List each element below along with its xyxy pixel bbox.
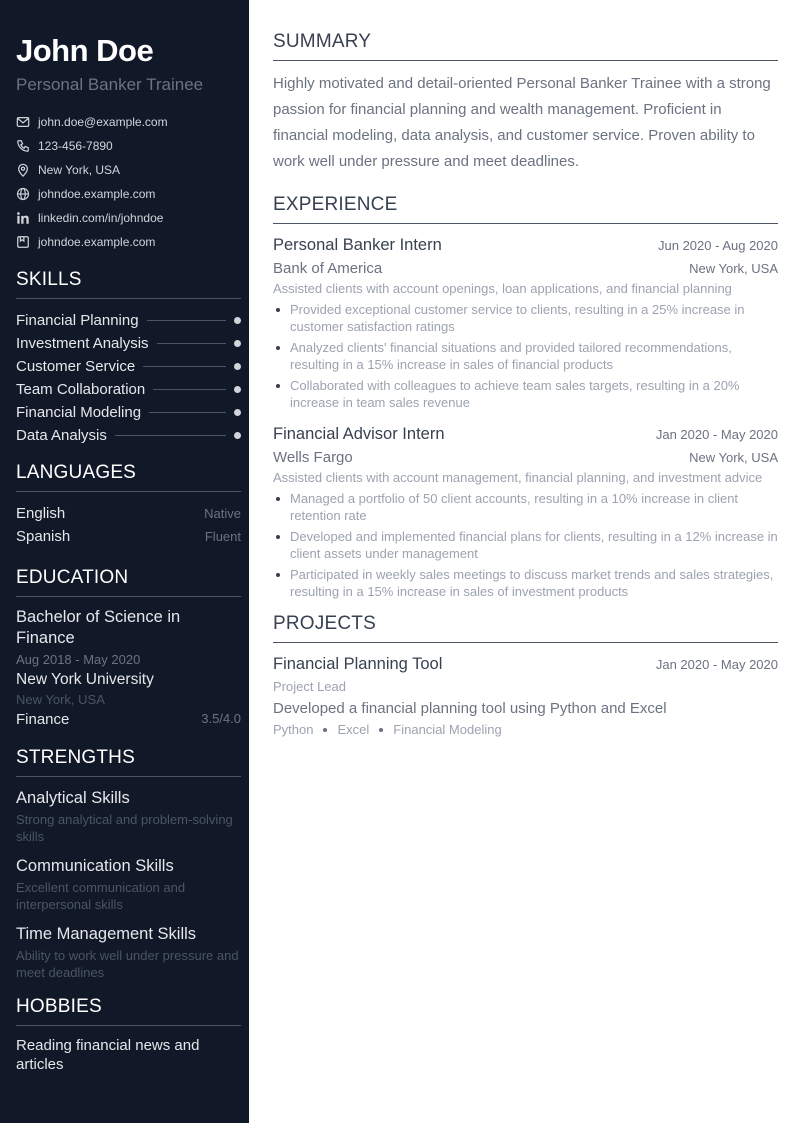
project-tag: Financial Modeling (393, 722, 502, 737)
projects-heading: PROJECTS (273, 612, 778, 643)
job-title: Financial Advisor Intern (273, 425, 445, 443)
job-entry (273, 423, 778, 600)
job-location: New York, USA (689, 450, 778, 465)
strength-title: Communication Skills (16, 857, 174, 875)
education-field-row (16, 711, 241, 728)
project-entry (273, 653, 778, 737)
main-content (249, 0, 794, 1123)
skill-line (157, 343, 226, 344)
strength-item (16, 855, 241, 913)
job-description: Assisted clients with account management, financial planning, and investment advice (273, 470, 763, 485)
education-gpa: 3.5/4.0 (201, 711, 241, 726)
skill-line (143, 366, 226, 367)
job-title: Personal Banker Intern (273, 236, 442, 254)
job-company: Bank of America (273, 260, 383, 277)
project-role: Project Lead (273, 679, 346, 694)
sidebar (0, 0, 249, 1123)
skill-dot (234, 363, 241, 370)
job-bullet: Participated in weekly sales meetings to discuss market trends and sales strategies, resulting in a 15% increase in sales of investment products (273, 566, 778, 600)
skill-name: Data Analysis (16, 427, 107, 444)
skill-name: Customer Service (16, 358, 136, 375)
job-bullet: Collaborated with colleagues to achieve team sales targets, resulting in a 20% increase in team sales revenue (273, 377, 778, 411)
job-bullet: Provided exceptional customer service to clients, resulting in a 25% increase in customer satisfaction ratings (273, 301, 778, 335)
project-title: Financial Planning Tool (273, 655, 443, 673)
skill-dot (234, 317, 241, 324)
education-location: New York, USA (16, 692, 105, 707)
job-bullets (273, 490, 778, 600)
language-name: English (16, 505, 66, 522)
contact-linkedin[interactable] (16, 206, 241, 230)
phone-icon (16, 139, 30, 153)
languages-section (16, 461, 241, 548)
contact-portfolio[interactable] (16, 230, 241, 254)
job-bullet: Managed a portfolio of 50 client accounts, resulting in a 10% increase in client retention rate (273, 490, 778, 524)
linkedin-icon (16, 211, 30, 225)
education-heading: EDUCATION (16, 566, 241, 597)
contact-text: New York, USA (38, 163, 121, 177)
skill-dot (234, 386, 241, 393)
strength-desc: Ability to work well under pressure and meet deadlines (16, 948, 239, 980)
language-item (16, 525, 241, 548)
languages-heading: LANGUAGES (16, 461, 241, 492)
skills-section (16, 268, 241, 447)
contact-text: johndoe.example.com (38, 235, 156, 249)
skill-item (16, 424, 241, 447)
summary-heading: SUMMARY (273, 30, 778, 61)
skill-item (16, 355, 241, 378)
skill-dot (234, 432, 241, 439)
contact-text: johndoe.example.com (38, 187, 156, 201)
job-date: Jan 2020 - May 2020 (655, 427, 778, 442)
education-degree: Bachelor of Science in Finance (16, 608, 181, 647)
skill-name: Team Collaboration (16, 381, 146, 398)
skill-name: Financial Planning (16, 312, 139, 329)
strength-title: Time Management Skills (16, 925, 197, 943)
skill-name: Financial Modeling (16, 404, 142, 421)
contact-text: 123-456-7890 (38, 139, 113, 153)
job-location: New York, USA (689, 261, 778, 276)
job-date: Jun 2020 - Aug 2020 (658, 238, 778, 253)
project-description: Developed a financial planning tool using Python and Excel (273, 700, 667, 717)
language-name: Spanish (16, 528, 71, 545)
strength-item (16, 787, 241, 845)
skill-name: Investment Analysis (16, 335, 149, 352)
project-tag: Excel (337, 722, 370, 737)
skill-line (147, 320, 226, 321)
contact-email[interactable] (16, 110, 241, 134)
project-tag: Python (273, 722, 314, 737)
skill-item (16, 309, 241, 332)
contact-phone[interactable] (16, 134, 241, 158)
portfolio-icon (16, 235, 30, 249)
candidate-name: John Doe (16, 33, 154, 68)
contact-text: linkedin.com/in/johndoe (38, 211, 164, 225)
summary-text: Highly motivated and detail-oriented Personal Banker Trainee with a strong passion for financial planning and wealth management. Proficient in financial modeling, data analysis, and customer service. Proven ability to work well under pressure and meet deadlines. (273, 75, 771, 170)
experience-section (273, 193, 778, 600)
candidate-title: Personal Banker Trainee (16, 75, 204, 94)
job-bullet: Analyzed clients' financial situations and provided tailored recommendations, resulting in a 15% increase in sales of financial products (273, 339, 778, 373)
skill-dot (234, 409, 241, 416)
job-entry (273, 234, 778, 411)
education-field: Finance (16, 711, 70, 728)
strengths-section (16, 746, 241, 981)
skill-item (16, 401, 241, 424)
strength-desc: Strong analytical and problem-solving skills (16, 812, 233, 844)
strength-item (16, 923, 241, 981)
education-school: New York University (16, 671, 154, 688)
education-section (16, 566, 241, 728)
contact-text: john.doe@example.com (38, 115, 168, 129)
contact-list (16, 110, 241, 254)
project-date: Jan 2020 - May 2020 (655, 657, 778, 672)
location-pin-icon (16, 163, 30, 177)
skill-line (115, 435, 226, 436)
hobbies-heading: HOBBIES (16, 995, 241, 1026)
skill-dot (234, 340, 241, 347)
skill-item (16, 378, 241, 401)
contact-website[interactable] (16, 182, 241, 206)
job-bullets (273, 301, 778, 411)
strengths-heading: STRENGTHS (16, 746, 241, 777)
language-level: Fluent (204, 529, 241, 544)
job-description: Assisted clients with account openings, loan applications, and financial planning (273, 281, 732, 296)
globe-icon (16, 187, 30, 201)
hobby-item: Reading financial news and articles (16, 1037, 200, 1073)
skill-line (149, 412, 226, 413)
strength-title: Analytical Skills (16, 789, 130, 807)
experience-heading: EXPERIENCE (273, 193, 778, 224)
summary-section (273, 30, 778, 175)
skill-item (16, 332, 241, 355)
skills-heading: SKILLS (16, 268, 241, 299)
language-item (16, 502, 241, 525)
tag-separator (323, 728, 327, 732)
education-date: Aug 2018 - May 2020 (16, 652, 141, 667)
projects-section (273, 612, 778, 737)
skill-line (153, 389, 226, 390)
job-bullet: Developed and implemented financial plans for clients, resulting in a 12% increase in client assets under management (273, 528, 778, 562)
hobbies-section (16, 995, 241, 1074)
job-company: Wells Fargo (273, 449, 353, 466)
project-tags (273, 722, 778, 737)
strength-desc: Excellent communication and interpersonal skills (16, 880, 186, 912)
tag-separator (379, 728, 383, 732)
language-level: Native (204, 506, 241, 521)
contact-location (16, 158, 241, 182)
mail-icon (16, 115, 30, 129)
